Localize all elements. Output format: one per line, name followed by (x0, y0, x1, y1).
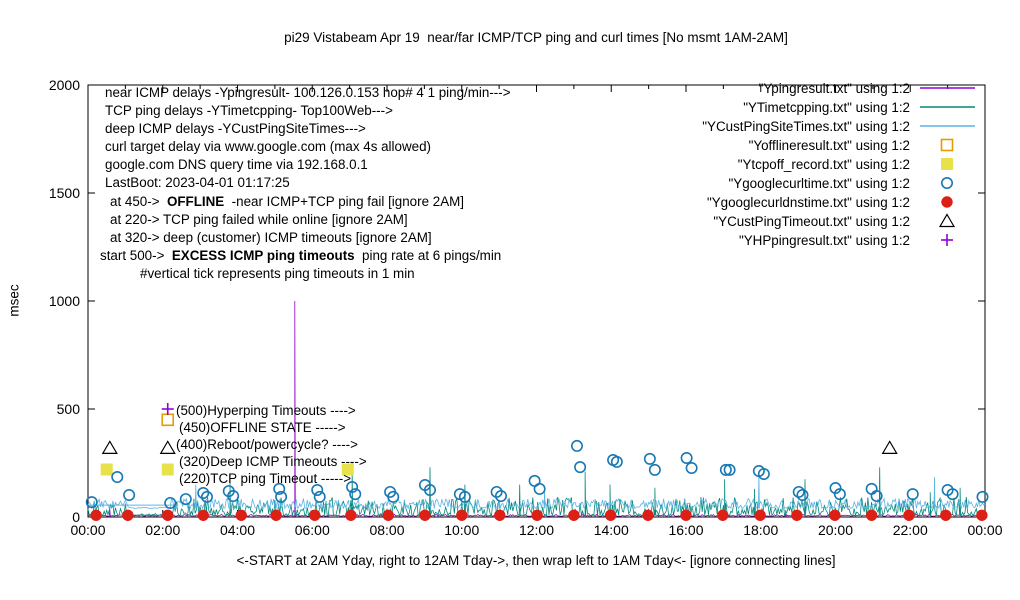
series-point-Ygooglecurltime (908, 489, 918, 499)
legend-sample-YCustPingTimeout (940, 215, 954, 227)
annotation-line: TCP ping delays -YTimetcpping- Top100Web---> (105, 103, 393, 119)
series-point-Ygooglecurltime (534, 484, 544, 494)
x-tick-label: 18:00 (743, 522, 779, 538)
legend-label-Ygooglecurldnstime: "Ygooglecurldnstime.txt" using 1:2 (706, 195, 910, 210)
inplot-label-400-reboot: (400)Reboot/powercycle? ----> (176, 437, 358, 452)
y-tick-label: 500 (56, 401, 80, 417)
series-point-Ygooglecurltime (572, 441, 582, 451)
series-point-YCustPingTimeout (883, 441, 897, 453)
x-tick-label: 12:00 (518, 522, 555, 538)
series-point-YCustPingTimeout (161, 441, 175, 453)
series-point-Ygooglecurldnstime (605, 510, 615, 520)
annotation-line (100, 247, 511, 265)
series-point-Ygooglecurltime (612, 457, 622, 467)
series-point-Ygooglecurltime (645, 454, 655, 464)
x-tick-label: 20:00 (817, 522, 854, 538)
series-point-Ygooglecurltime (575, 462, 585, 472)
series-point-Ygooglecurltime (181, 494, 191, 504)
y-tick-label: 0 (72, 509, 80, 525)
series-point-Ygooglecurldnstime (310, 510, 320, 520)
legend (560, 80, 910, 251)
chart-title: pi29 Vistabeam Apr 19 near/far ICMP/TCP ping and curl times [No msmt 1AM-2AM] (284, 30, 788, 45)
legend-sample-Ygooglecurldnstime (942, 197, 952, 207)
series-point-Ygooglecurldnstime (420, 510, 430, 520)
series-point-Ygooglecurldnstime (123, 510, 133, 520)
x-tick-label: 14:00 (593, 522, 629, 538)
series-point-Ygooglecurldnstime (866, 510, 876, 520)
x-tick-label: 06:00 (294, 522, 330, 538)
series-point-Ygooglecurldnstime (198, 510, 208, 520)
y-tick-label: 1000 (48, 293, 80, 309)
x-tick-label: 04:00 (219, 522, 256, 538)
series-point-Ygooglecurldnstime (792, 510, 802, 520)
annotation-line (100, 193, 511, 211)
series-point-Ygooglecurldnstime (346, 510, 356, 520)
annotation-line: LastBoot: 2023-04-01 01:17:25 (105, 175, 290, 191)
inplot-label-450-offline: (450)OFFLINE STATE -----> (179, 420, 346, 435)
annotation-line: at 220-> TCP ping failed while online [ignore 2AM] (110, 211, 408, 227)
series-point-Yofflineresult (162, 414, 173, 425)
x-tick-label: 16:00 (668, 522, 704, 538)
annotation-line: deep ICMP delays -YCustPingSiteTimes---> (105, 121, 366, 137)
series-point-Ytcpoff_record (162, 464, 173, 475)
series-point-Ygooglecurldnstime (941, 510, 951, 520)
series-point-Ygooglecurldnstime (977, 510, 987, 520)
series-point-Ygooglecurldnstime (755, 510, 765, 520)
series-point-Ygooglecurltime (977, 492, 987, 502)
y-tick-label: 2000 (48, 77, 80, 93)
legend-sample-Ytcpoff_record (942, 159, 953, 170)
series-point-Ygooglecurldnstime (383, 510, 393, 520)
legend-label-Ygooglecurltime: "Ygooglecurltime.txt" using 1:2 (728, 176, 910, 191)
series-point-Ygooglecurldnstime (532, 510, 542, 520)
series-point-Ygooglecurldnstime (643, 510, 653, 520)
series-point-Ygooglecurldnstime (236, 510, 246, 520)
legend-sample-Yofflineresult (942, 140, 953, 151)
series-point-Ygooglecurltime (866, 484, 876, 494)
series-point-Ygooglecurldnstime (830, 510, 840, 520)
series-point-Ygooglecurltime (650, 465, 660, 475)
x-tick-label: 10:00 (444, 522, 480, 538)
series-point-Ygooglecurltime (124, 490, 134, 500)
x-tick-label: 00:00 (967, 522, 1003, 538)
series-point-Ygooglecurltime (686, 463, 696, 473)
legend-label-YHPpingresult: "YHPpingresult.txt" using 1:2 (738, 233, 910, 248)
annotation-line: near ICMP delays -Ypingresult- 100.126.0.153 hop# 4 1 ping/min---> (105, 85, 511, 100)
series-point-Ygooglecurldnstime (163, 510, 173, 520)
series-point-Ygooglecurltime (112, 472, 122, 482)
legend-label-Yofflineresult: "Yofflineresult.txt" using 1:2 (748, 138, 910, 153)
series-point-Ygooglecurltime (681, 453, 691, 463)
legend-sample-Ygooglecurltime (942, 178, 952, 188)
x-tick-label: 02:00 (145, 522, 181, 538)
series-point-Ygooglecurldnstime (681, 510, 691, 520)
x-tick-label: 22:00 (892, 522, 928, 538)
annotation-text: -near ICMP+TCP ping fail [ignore 2AM] (224, 193, 465, 209)
series-point-YCustPingTimeout (103, 441, 117, 453)
legend-label-Ypingresult: "Ypingresult.txt" using 1:2 (758, 81, 910, 96)
series-point-Ygooglecurldnstime (91, 510, 101, 520)
annotation-text: start 500-> (100, 247, 172, 263)
x-axis-label: <-START at 2AM Yday, right to 12AM Tday->, then wrap left to 1AM Tday<- [ignore connecting lines] (236, 553, 836, 568)
annotation-line: at 320-> deep (customer) ICMP timeouts [ignore 2AM] (110, 229, 432, 245)
annotation-line: curl target delay via www.google.com (max 4s allowed) (105, 139, 431, 155)
series-point-Ygooglecurltime (312, 485, 322, 495)
annotation-text: at 450-> (110, 193, 167, 209)
annotation-text: ping rate at 6 pings/min (354, 247, 502, 263)
y-axis-label: msec (6, 284, 22, 317)
annotation-bold-text: EXCESS ICMP ping timeouts (171, 247, 355, 263)
series-point-Ytcpoff_record (101, 464, 112, 475)
annotation-bold-text: OFFLINE (166, 193, 225, 209)
x-tick-label: 08:00 (369, 522, 405, 538)
series-point-Ygooglecurldnstime (271, 510, 281, 520)
series-point-Ygooglecurldnstime (904, 510, 914, 520)
annotation-line: #vertical tick represents ping timeouts in 1 min (140, 265, 415, 281)
series-point-Ygooglecurltime (315, 492, 325, 502)
legend-label-YCustPingTimeout: "YCustPingTimeout.txt" using 1:2 (713, 214, 910, 229)
legend-label-Ytcpoff_record: "Ytcpoff_record.txt" using 1:2 (737, 157, 910, 172)
series-point-Ygooglecurldnstime (569, 510, 579, 520)
inplot-label-220-tcp-timeout: (220)TCP ping Timeout -----> (179, 471, 352, 486)
series-point-Ygooglecurldnstime (718, 510, 728, 520)
series-point-Ygooglecurldnstime (457, 510, 467, 520)
inplot-label-500-hyperping: (500)Hyperping Timeouts ----> (176, 403, 356, 418)
y-tick-label: 1500 (48, 185, 80, 201)
annotation-line: google.com DNS query time via 192.168.0.1 (105, 157, 368, 173)
annotation-block (100, 84, 511, 283)
x-tick-label: 00:00 (70, 522, 106, 538)
legend-label-YTimetcpping: "YTimetcpping.txt" using 1:2 (743, 100, 910, 115)
series-point-Ygooglecurldnstime (495, 510, 505, 520)
legend-label-YCustPingSiteTimes: "YCustPingSiteTimes.txt" using 1:2 (702, 119, 910, 134)
inplot-label-320-deep-icmp: (320)Deep ICMP Timeouts ----> (179, 454, 367, 469)
